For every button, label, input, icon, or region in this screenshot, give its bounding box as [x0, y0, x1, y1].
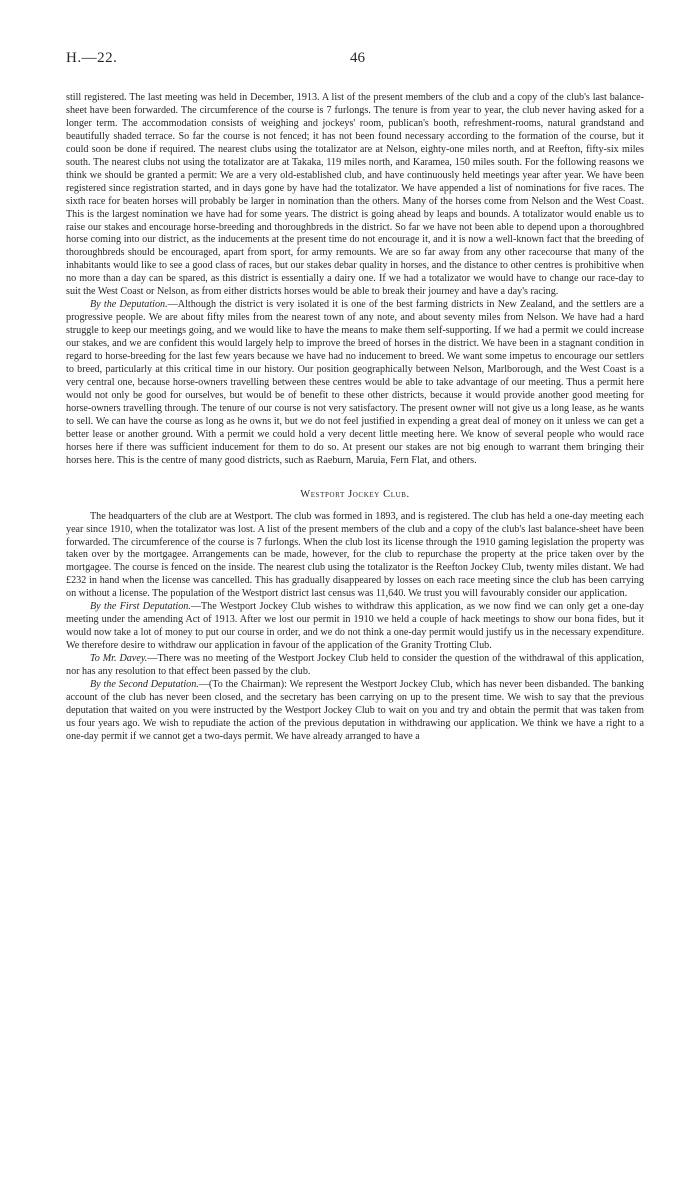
paragraph [66, 299, 644, 467]
section-heading: Westport Jockey Club. [300, 488, 410, 500]
paragraph-text: —There was no meeting of the Westport Jockey Club held to consider the question of the withdrawal of this application, nor has any resolution to that effect been passed by the club. [66, 653, 644, 678]
paragraph [66, 511, 644, 602]
paragraph-lead: To Mr. Davey. [90, 653, 148, 665]
document-body [66, 92, 644, 744]
paragraph-lead: By the First Deputation. [90, 601, 191, 613]
paragraph-text: —The Westport Jockey Club wishes to withdraw this application, as we now find we can only get a one-day meeting under the amending Act of 1913. After we lost our permit in 1910 we held a couple of hack meetings to show our bona fides, but it would now take a lot of money to put our course in order, and we do not think a one-day permit would justify us in the necessary expenditure. We therefore desire to withdraw our application in favour of the application of the Granity Trotting Club. [66, 601, 644, 652]
paragraph-text: still registered. The last meeting was held in December, 1913. A list of the present members of the club and a copy of the club's last balance-sheet have been forwarded. The circumference of the course is 7 furlongs. The tenure is from year to year, the club never having asked for a longer term. The accommodation consists of weighing and jockeys' room, publican's booth, refreshment-rooms, natural grandstand and beautifully shaded terrace. So far the course is not fenced; it has not been found necessary according to the formation of the course, but it could soon be done if required. The nearest clubs using the totalizator are at Nelson, eighty-one miles north, and at Reefton, fifty-six miles south. The nearest clubs not using the totalizator are at Takaka, 119 miles north, and Karamea, 150 miles south. For the following reasons we think we should be granted a permit: We are a very old-established club, and have continuously held meetings year after year. We have been registered since registration started, and in days gone by have had the totalizator. We have appended a list of nominations for five races. The sixth race for beaten horses will probably be larger in nomination than the others. Many of the horses come from Nelson and the West Coast. This is the largest nomination we have had for some years. The district is going ahead by leaps and bounds. A totalizator would enable us to raise our stakes and encourage horse-breeding and thoroughbreds in the district. So far we have not been able to depend upon a thoroughbred horse coming into our district, as the inducements at the present time do not encourage it, and it is now a well-known fact that the breeding of thoroughbreds should be encouraged, apart from sport, for army remounts. We are so far away from any other racecourse that many of the inhabitants would like to see a good class of races, but our stakes debar quality in horses, and the distance to other centres is prohibitive when no more than a day can be spared, as this district is essentially a dairy one. If we had a totalizator we would have to change our race-day to suit the West Coast or Nelson, as from either districts horses would be able to break their journey and have a day's racing. [66, 92, 644, 298]
paragraph [66, 601, 644, 653]
paragraph-text: —(To the Chairman): We represent the Westport Jockey Club, which has never been disbanded. The banking account of the club has never been closed, and the secretary has been carrying on up to the present time. We wish to say that the previous deputation that waited on you were instructed by the Westport Jockey Club to wait on you and try and obtain the permit that was taken from us four years ago. We wish to repudiate the action of the previous deputation in withdrawing our application. We think we have a right to a one-day permit if we cannot get a two-days permit. We have already arranged to have a [66, 678, 644, 742]
paragraph [66, 92, 644, 299]
paragraph-text: The headquarters of the club are at Westport. The club was formed in 1893, and is registered. The club has held a one-day meeting each year since 1910, when the totalizator was lost. A list of the present members of the club and a copy of the club's last balance-sheet have been forwarded. The circumference of the course is 7 furlongs. When the club lost its license through the 1910 gaming legislation the property was taken over by the mortgagee. Arrangements can be made, however, for the club to repurchase the property at the price taken over by the mortgagee. The course is fenced on the inside. The nearest club using the totalizator is the Reefton Jockey Club, twenty miles distant. We had £232 in hand when the license was cancelled. This has gradually disappeared by losses on each race meeting since the club has been carrying on without a license. The population of the Westport district last census was 11,640. We trust you will favourably consider our application. [66, 510, 644, 600]
paragraph-lead: By the Deputation. [90, 299, 168, 311]
paragraph [66, 679, 644, 744]
paragraph [66, 653, 644, 679]
paragraph-lead: By the Second Deputation. [90, 678, 199, 690]
document-reference: H.—22. [66, 50, 118, 66]
paragraph-text: —Although the district is very isolated it is one of the best farming districts in New Zealand, and the settlers are a progressive people. We are about fifty miles from the nearest town of any note, and about seventy miles from Nelson. We have had a hard struggle to keep our meetings going, and we would like to have the means to make them self-supporting. If we had a permit we could increase our stakes, and we are confident this would largely help to improve the breed of horses in the district. We have been in a stagnant condition in regard to horse-breeding for the last few years because we have had no inducement to breed. We want some impetus to encourage our settlers to breed, particularly at this critical time in our history. Our position geographically between Nelson, Marlborough, and the West Coast is a very central one, because horse-owners travelling between these centres would be able to take advantage of our meeting. Thus a permit here would not only be good for ourselves, but would be of benefit to these other districts, because it would provide another good meeting for horse-owners travelling through. The tenure of our course is not very satisfactory. The present owner will not give us a long lease, as he wants to sell. We can have the course as long as he owns it, but we do not feel justified in expending a great deal of money on it unless we can get a better lease or another ground. With a permit we could hold a very decent little meeting here. We know of several people who would race horses here if there was sufficient inducement for them to do so. At present our stakes are not big enough to warrant them bringing their horses here. This is the centre of many good districts, such as Raeburn, Maruia, Fern Flat, and others. [66, 299, 644, 466]
page-header [66, 50, 644, 72]
page-number: 46 [350, 50, 365, 66]
